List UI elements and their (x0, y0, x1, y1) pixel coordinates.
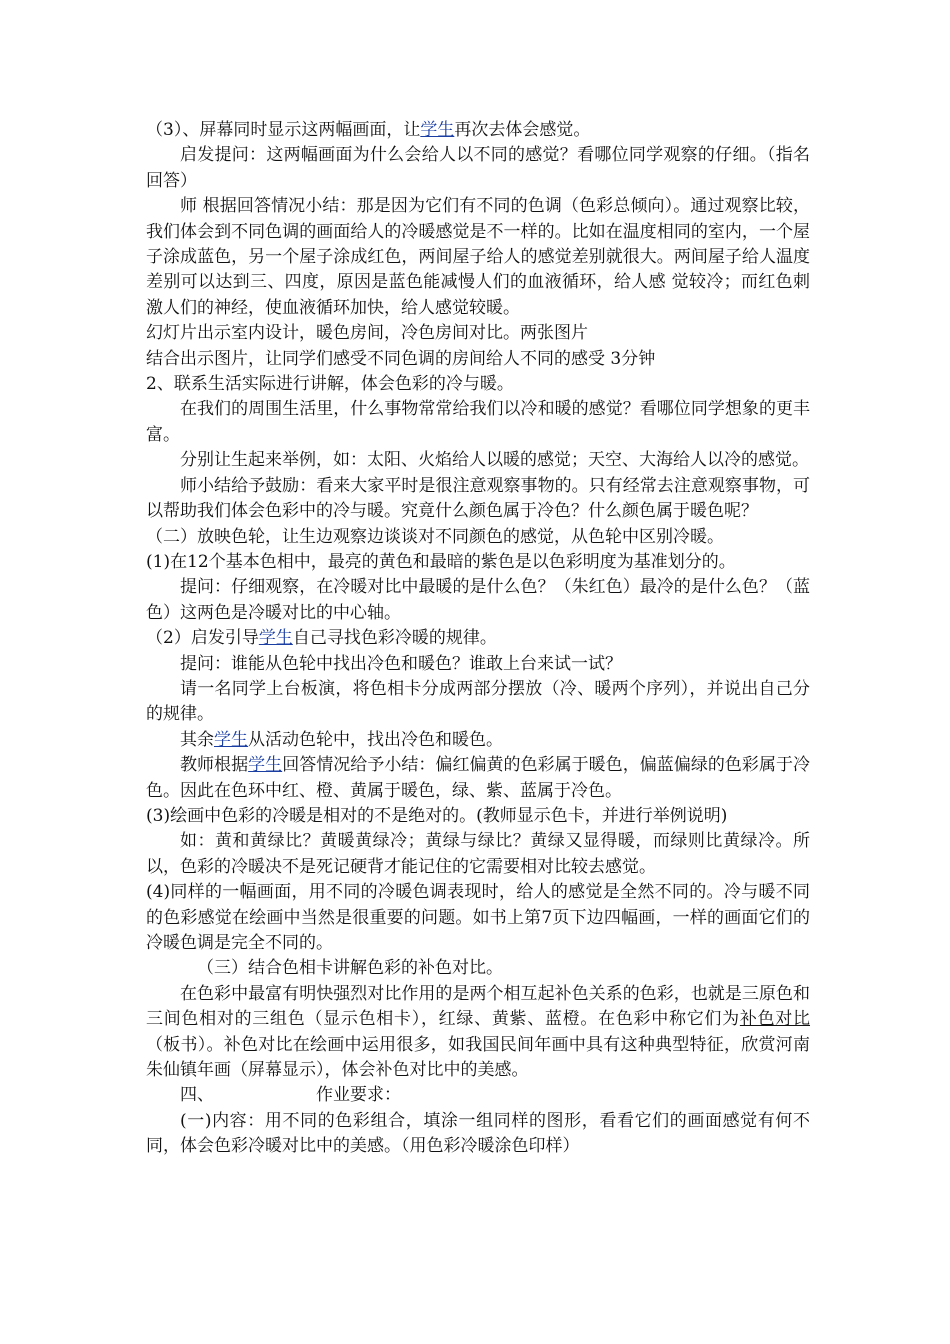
paragraph-prompt-question: 启发提问：这两幅画面为什么会给人以不同的感觉？看哪位同学观察的仔细。（指名回答） (146, 145, 810, 191)
document-body (146, 118, 810, 1160)
paragraph-show-images: 结合出示图片，让同学们感受不同色调的房间给人不同的感受 3分钟 (146, 348, 656, 369)
paragraph-12-hues: (1)在12个基本色相中，最亮的黄色和最暗的紫色是以色彩明度为基准划分的。 (146, 551, 736, 572)
paragraph-3-screen-display: （3）、屏幕同时显示这两幅画面，让学生再次去体会感觉。 (146, 120, 591, 140)
paragraph-teacher-encourage: 师小结给予鼓励：看来大家平时是很注意观察事物的。只有经常去注意观察事物，可以帮助我们体会色彩中的冷与暖。究竟什么颜色属于冷色？什么颜色属于暖色呢？ (146, 475, 810, 522)
paragraph-homework-content: (一)内容：用不同的色彩组合，填涂一组同样的图形，看看它们的画面感觉有何不同，体会色彩冷暖对比中的美感。（用色彩冷暖涂色印样） (146, 1110, 810, 1157)
link-student[interactable]: 学生 (258, 628, 293, 649)
paragraph-same-picture: (4)同样的一幅画面，用不同的冷暖色调表现时，给人的感觉是全然不同的。冷与暖不同的色彩感觉在绘画中当然是很重要的问题。如书上第7页下边四幅画，一样的画面它们的冷暖色调是完全不同的。 (146, 882, 810, 953)
paragraph-examples: 分别让生起来举例，如：太阳、火焰给人以暖的感觉；天空、大海给人以冷的感觉。 (180, 450, 809, 471)
paragraph-question-warmest: 提问：仔细观察，在冷暖对比中最暖的是什么色？（朱红色）最冷的是什么色？（蓝色）这两色是冷暖对比的中心轴。 (146, 577, 810, 623)
heading-life-example: 2、联系生活实际进行讲解，体会色彩的冷与暖。 (146, 374, 514, 395)
paragraph-teacher-conclusion: 教师根据学生回答情况给予小结：偏红偏黄的色彩属于暖色，偏蓝偏绿的色彩属于冷色。因此在色环中红、橙、黄属于暖色，绿、紫、蓝属于冷色。 (146, 755, 811, 801)
paragraph-guide-students: （2）启发引导学生自己寻找色彩冷暖的规律。 (146, 628, 497, 649)
paragraph-slide-interior: 幻灯片出示室内设计，暖色房间，冷色房间对比。两张图片 (146, 323, 588, 344)
paragraph-question-find: 提问：谁能从色轮中找出冷色和暖色？谁敢上台来试一试？ (180, 653, 622, 674)
heading-color-wheel: （二）放映色轮，让生边观察边谈谈对不同颜色的感觉，从色轮中区别冷暖。 (146, 526, 724, 547)
paragraph-board-demo: 请一名同学上台板演，将色相卡分成两部分摆放（冷、暖两个序列），并说出自己分的规律。 (146, 678, 810, 725)
link-student[interactable]: 学生 (214, 729, 248, 750)
link-student[interactable]: 学生 (248, 755, 283, 776)
heading-homework: 四、 作业要求： (180, 1085, 401, 1106)
paragraph-other-students: 其余学生从活动色轮中，找出冷色和暖色。 (180, 729, 503, 750)
paragraph-surroundings: 在我们的周围生活里，什么事物常常给我们以冷和暖的感觉？看哪位同学想象的更丰富。 (146, 399, 810, 445)
heading-complementary: （三）结合色相卡讲解色彩的补色对比。 (197, 958, 503, 979)
paragraph-relative-warmth: (3)绘画中色彩的冷暖是相对的不是绝对的。(教师显示色卡，并进行举例说明) (146, 805, 728, 826)
paragraph-teacher-summary: 师 根据回答情况小结：那是因为它们有不同的色调（色彩总倾向）。通过观察比较，我们体会到不同色调的画面给人的冷暖感觉是不一样的。比如在温度相同的室内，一个屋子涂成蓝色，另一个屋子涂成红色，两间屋子给人的感觉差别就很大。两间屋子给人温度差别可以达到三、四度，原因是蓝色能减慢人们的血液循环，给人感 觉较冷；而红色刺激人们的神经，使血液循环加快，给人感觉较暖。 (146, 196, 810, 318)
link-student[interactable]: 学生 (420, 120, 455, 140)
underlined-term: 补色对比 (739, 1009, 811, 1030)
paragraph-complementary-colors: 在色彩中最富有明快强烈对比作用的是两个相互起补色关系的色彩，也就是三原色和三间色相对的三组色（显示色相卡），红绿、黄紫、蓝橙。在色彩中称它们为补色对比（板书）。补色对比在绘画中运用很多，如我国民间年画中具有这种典型特征，欣赏河南朱仙镇年画（屏幕显示），体会补色对比中的美感。 (146, 983, 811, 1081)
paragraph-yellow-green: 如：黄和黄绿比？黄暖黄绿冷；黄绿与绿比？黄绿又显得暖，而绿则比黄绿冷。所以，色彩的冷暖决不是死记硬背才能记住的它需要相对比较去感觉。 (146, 831, 810, 877)
